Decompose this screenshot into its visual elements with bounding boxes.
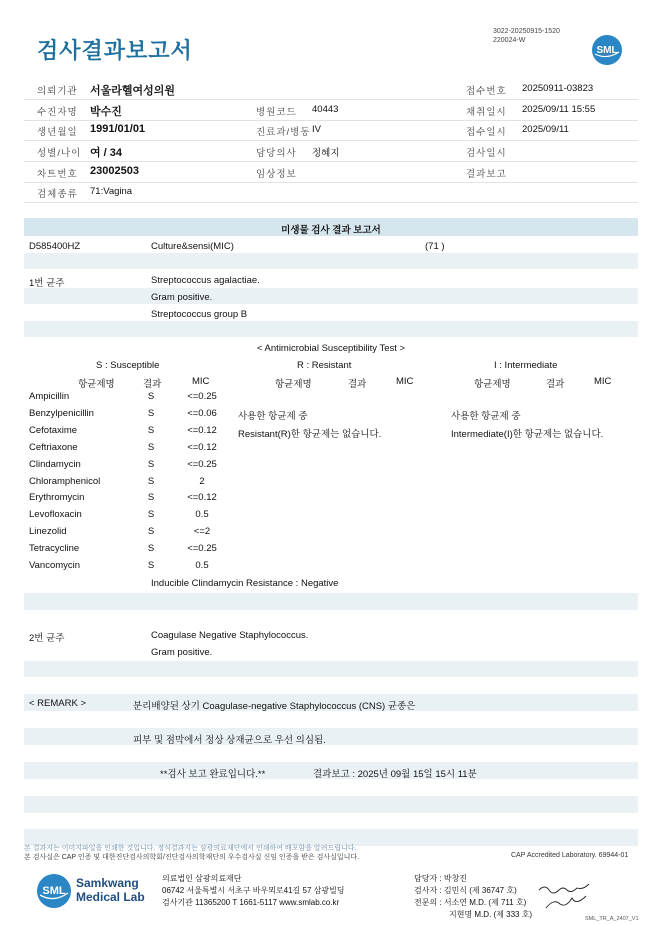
cap-accreditation: CAP Accredited Laboratory. 69944-01 bbox=[511, 852, 629, 859]
manager: 담당자 : 박창진 bbox=[414, 874, 468, 883]
info-row-birthdate: 생년월일 1991/01/01 진료과/병동 IV 접수일시 2025/09/11 bbox=[24, 120, 638, 141]
intermediate-note: 사용한 항균제 중 bbox=[451, 411, 521, 422]
test-code: D585400HZ bbox=[29, 241, 81, 252]
resistant-note: Resistant(R)한 항균제는 없습니다. bbox=[238, 429, 382, 440]
drug-mic: <=0.25 bbox=[187, 543, 217, 554]
col-header-drug: 항균제명 bbox=[275, 379, 312, 390]
col-header-result: 결과 bbox=[143, 379, 162, 390]
drug-result: S bbox=[147, 476, 155, 487]
drug-mic: <=0.06 bbox=[187, 408, 217, 419]
remark-band bbox=[24, 728, 638, 745]
drug-result: S bbox=[147, 509, 155, 520]
info-row-chart: 차트번호 23002503 임상정보 결과보고 bbox=[24, 162, 638, 183]
col-header-drug: 항균제명 bbox=[78, 379, 115, 390]
specialist: 전문의 : 서소연 M.D. (제 711 호) bbox=[414, 898, 527, 907]
drug-result: S bbox=[147, 408, 155, 419]
report-datetime: 결과보고 : 2025년 09월 15일 15시 11분 bbox=[313, 769, 477, 780]
drug-mic: <=0.25 bbox=[187, 459, 217, 470]
drug-mic: 0.5 bbox=[195, 560, 209, 571]
drug-name: Tetracycline bbox=[29, 543, 80, 554]
drug-result: S bbox=[147, 425, 155, 436]
drug-mic: <=2 bbox=[193, 526, 211, 537]
col-header-mic: MIC bbox=[396, 376, 414, 387]
signature-icon bbox=[536, 880, 596, 914]
drug-result: S bbox=[147, 442, 155, 453]
org-name: 의료법인 삼광의료재단 bbox=[162, 874, 242, 883]
drug-name: Ceftriaxone bbox=[29, 442, 78, 453]
footer-image-notice: 본 결과지는 이미지파일을 인쇄한 것입니다. 정식결과지는 삼광의료재단에서 인쇄하여 배포함을 알려드립니다. bbox=[24, 845, 357, 852]
drug-mic: 0.5 bbox=[195, 509, 209, 520]
drug-result: S bbox=[147, 459, 155, 470]
remark-label: < REMARK > bbox=[29, 698, 87, 709]
row-band bbox=[24, 796, 638, 813]
ast-title: < Antimicrobial Susceptibility Test > bbox=[256, 343, 406, 354]
section-title: 미생물 검사 결과 보고서 bbox=[281, 225, 381, 236]
drug-mic: <=0.12 bbox=[187, 492, 217, 503]
drug-name: Linezolid bbox=[29, 526, 67, 537]
drug-name: Clindamycin bbox=[29, 459, 81, 470]
row-band bbox=[24, 661, 638, 677]
row-band bbox=[24, 593, 638, 610]
drug-name: Vancomycin bbox=[29, 560, 81, 571]
reference-code: 3022-20250915-1520 220024-W bbox=[493, 28, 560, 44]
info-row-patient: 수진자명 박수진 병원코드 40443 채취일시 2025/09/11 15:55 bbox=[24, 100, 638, 121]
drug-name: Erythromycin bbox=[29, 492, 85, 503]
svg-text:SML: SML bbox=[42, 885, 66, 897]
remark-text: 피부 및 점막에서 정상 상재균으로 우선 의심됨. bbox=[133, 735, 326, 746]
legend-susceptible: S : Susceptible bbox=[96, 360, 160, 371]
drug-name: Ampicillin bbox=[29, 391, 70, 402]
drug-mic: 2 bbox=[199, 476, 205, 487]
row-band bbox=[24, 321, 638, 337]
test-count: (71 ) bbox=[425, 241, 445, 252]
intermediate-note: Intermediate(I)한 항균제는 없습니다. bbox=[451, 429, 604, 440]
org-contact: 검사기관 11365200 T 1661-5117 www.smlab.co.kr bbox=[162, 898, 340, 907]
drug-mic: <=0.25 bbox=[187, 391, 217, 402]
sml-logo-icon bbox=[591, 34, 623, 66]
organism-1-line: Gram positive. bbox=[151, 292, 213, 303]
drug-result: S bbox=[147, 526, 155, 537]
col-header-mic: MIC bbox=[594, 376, 612, 387]
organism-1-line: Streptococcus agalactiae. bbox=[151, 275, 260, 286]
drug-result: S bbox=[147, 560, 155, 571]
info-row-institution: 의뢰기관 서울라헬여성의원 접수번호 20250911-03823 bbox=[24, 79, 638, 100]
test-name: Culture&sensi(MIC) bbox=[151, 241, 234, 252]
tester: 검사자 : 김민식 (제 36747 호) bbox=[414, 886, 517, 895]
legend-intermediate: I : Intermediate bbox=[494, 360, 558, 371]
col-header-result: 결과 bbox=[546, 379, 565, 390]
resistant-note: 사용한 항균제 중 bbox=[238, 411, 308, 422]
inducible-clindamycin-result: Inducible Clindamycin Resistance : Negative bbox=[151, 578, 339, 589]
row-band bbox=[24, 253, 638, 269]
specialist: 지현명 M.D. (제 333 호) bbox=[449, 910, 533, 919]
svg-text:SML: SML bbox=[596, 45, 618, 56]
form-code: SML_TR_A_2407_V1 bbox=[585, 916, 639, 922]
drug-result: S bbox=[147, 492, 155, 503]
organism-1-label: 1번 균주 bbox=[29, 278, 65, 289]
organism-2-label: 2번 균주 bbox=[29, 633, 65, 644]
col-header-mic: MIC bbox=[192, 376, 210, 387]
samkwang-logo-icon bbox=[36, 873, 72, 909]
row-band bbox=[24, 288, 638, 304]
organism-2-line: Coagulase Negative Staphylococcus. bbox=[151, 630, 309, 641]
drug-mic: <=0.12 bbox=[187, 442, 217, 453]
info-row-specimen: 검체종류 71:Vagina bbox=[24, 182, 638, 203]
footer-accreditation: 본 검사실은 CAP 인증 및 대한진단검사의학회/진단검사의학재단의 우수검사실 신임 인증을 받은 검사실입니다. bbox=[24, 854, 360, 861]
drug-name: Cefotaxime bbox=[29, 425, 78, 436]
col-header-result: 결과 bbox=[348, 379, 367, 390]
drug-result: S bbox=[147, 543, 155, 554]
samkwang-logo-text: Samkwang Medical Lab bbox=[76, 876, 145, 904]
drug-name: Levofloxacin bbox=[29, 509, 82, 520]
info-row-sex-age: 성별/나이 여 / 34 담당의사 정혜지 검사일시 bbox=[24, 141, 638, 162]
org-address: 06742 서울특별시 서초구 바우뫼로41길 57 삼광빌딩 bbox=[162, 886, 345, 895]
remark-text: 분리배양된 상기 Coagulase-negative Staphylococcus (CNS) 균종은 bbox=[133, 701, 416, 712]
legend-resistant: R : Resistant bbox=[297, 360, 352, 371]
col-header-drug: 항균제명 bbox=[474, 379, 511, 390]
report-complete: **검사 보고 완료입니다.** bbox=[160, 769, 266, 780]
drug-result: S bbox=[147, 391, 155, 402]
organism-2-line: Gram positive. bbox=[151, 647, 213, 658]
drug-name: Benzylpenicillin bbox=[29, 408, 94, 419]
drug-mic: <=0.12 bbox=[187, 425, 217, 436]
page-title: 검사결과보고서 bbox=[37, 39, 193, 64]
drug-name: Chloramphenicol bbox=[29, 476, 101, 487]
organism-1-line: Streptococcus group B bbox=[151, 309, 248, 320]
